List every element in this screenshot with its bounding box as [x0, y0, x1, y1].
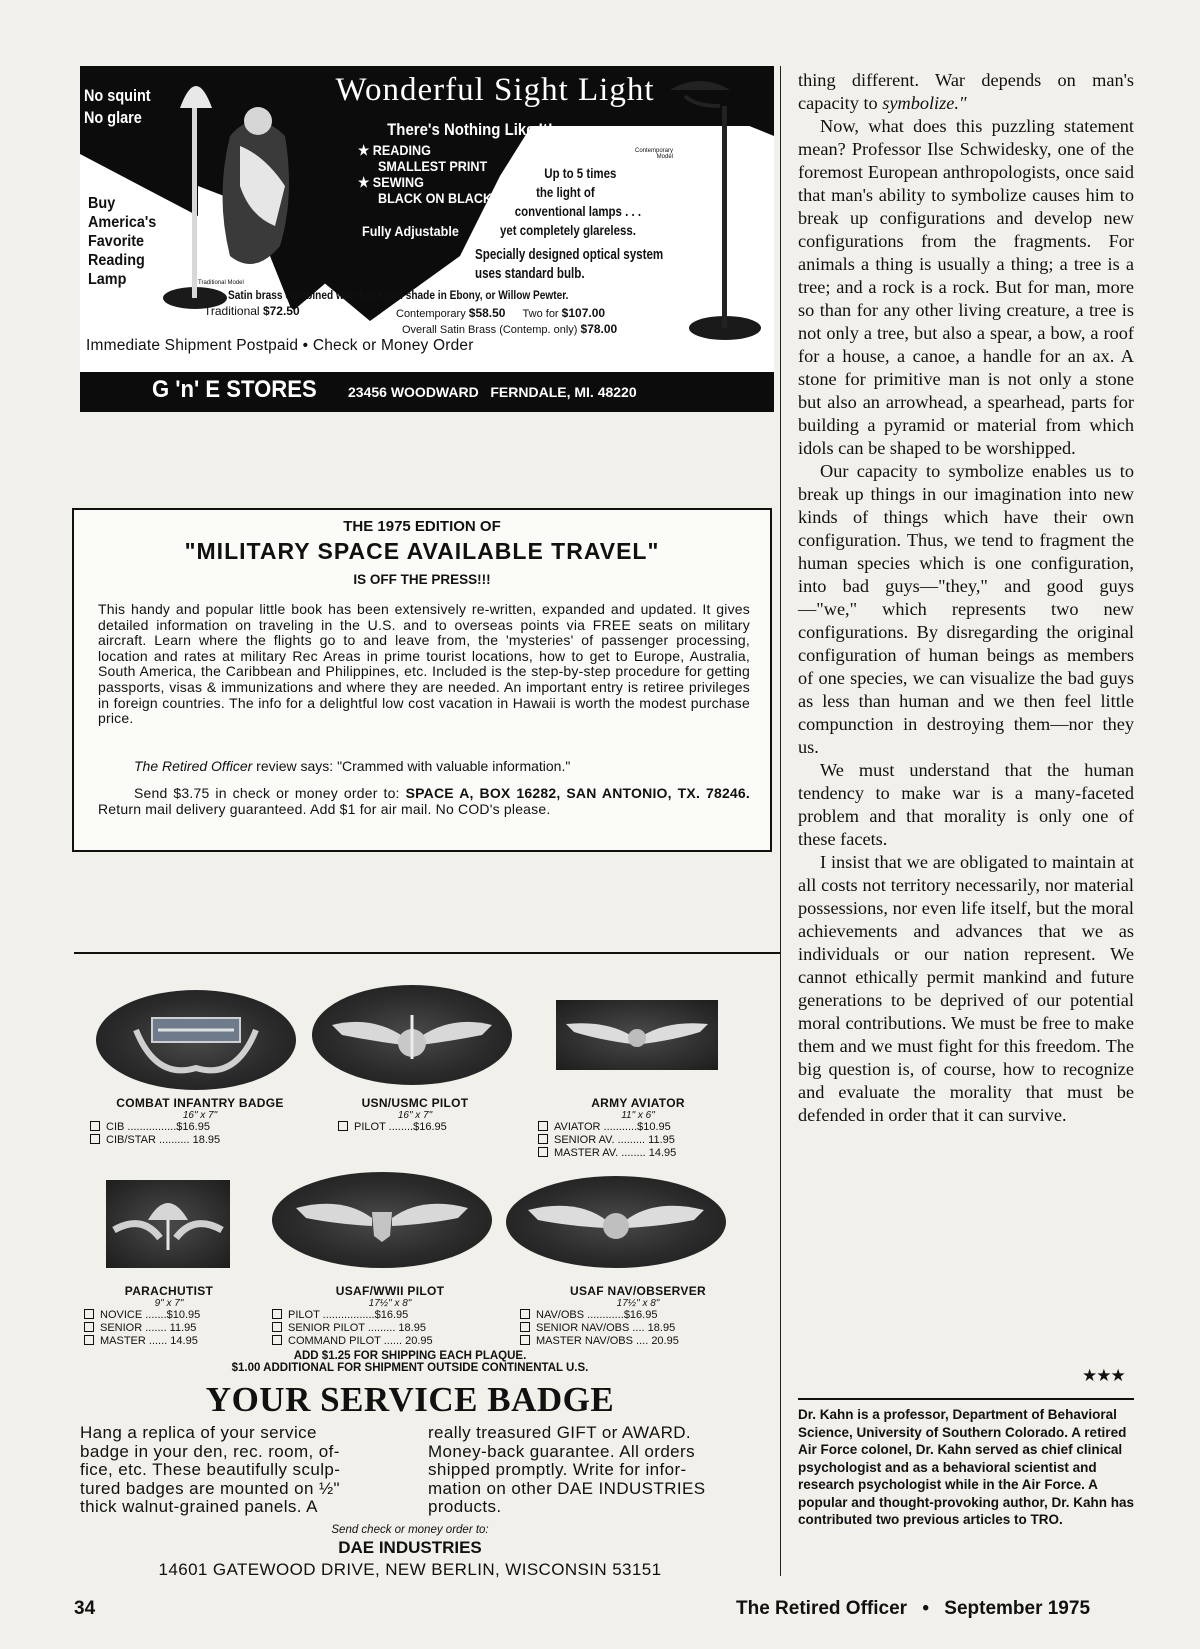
price-label: Contemporary	[396, 308, 466, 320]
checkbox[interactable]	[520, 1322, 530, 1332]
army-aviator-badge-image	[556, 1000, 718, 1070]
badge-size: 9" x 7"	[154, 1298, 184, 1309]
body-line: tured badges are mounted on ½"	[80, 1478, 340, 1498]
order-pre: Send $3.75 in check or money order to:	[134, 785, 406, 801]
checkbox[interactable]	[84, 1335, 94, 1345]
feature-item: SMALLEST PRINT	[378, 158, 488, 174]
finish-description: Satin brass combined with base and shade in Ebony, or Willow Pewter.	[228, 290, 569, 302]
price-label: Overall Satin Brass (Contemp. only)	[402, 324, 578, 336]
checkbox[interactable]	[520, 1335, 530, 1345]
publication-name: The Retired Officer	[736, 1598, 908, 1619]
article-emphasis: symbolize."	[882, 93, 967, 113]
badge-name: USAF NAV/OBSERVER	[569, 1284, 706, 1298]
option-label: CIB/STAR .......... 18.95	[106, 1134, 221, 1146]
checkbox[interactable]	[90, 1134, 100, 1144]
travel-book-advertisement	[72, 508, 772, 852]
parachute-wings-icon	[106, 1180, 230, 1268]
option-label: SENIOR PILOT ......... 18.95	[288, 1322, 426, 1334]
issue-date: September 1975	[944, 1598, 1091, 1619]
feature-item: ★ SEWING	[358, 174, 424, 190]
badge-ad-rule	[74, 952, 781, 954]
badge-option[interactable]	[84, 1309, 254, 1322]
article-text-run: I insist that we are obligated to maintain at all costs not territory necessarily, nor material possessions, nor even life itself, but the moral achievements and advances that we as individuals or our nation represent. We cannot ethically permit mankind and future generations to be deprived of our potential moral contributions. We must be free to make them and we must fight for this freedom. The big question is, of course, how to recognize and evaluate the morality that must be defended in order that it can survive.	[798, 852, 1134, 1125]
body-line: shipped promptly. Write for infor-	[428, 1460, 687, 1479]
optical-line: uses standard bulb.	[475, 266, 585, 282]
badge-option[interactable]	[272, 1335, 508, 1348]
navigator-wings-icon	[506, 1176, 726, 1268]
article-paragraph: Now, what does this puzzling statement mean? Professor Ilse Schwidesky, one of the foremost European anthropologists, once said that man's ability to symbolize causes him to break up configurations and develop new configurations from the fragments. For animals a thing is usually a thing; a tree is a tree; and a rock is a rock. But for man, more so than for any other living creature, a tree is not only a tree, but also a spear, a bow, a roof for a house, a canoe, a handle for an ax. A stone for primitive man is not only a stone but also an arrowhead, a spearhead, parts for building a pyramid or material from which idols can be shaped to be worshipped.	[798, 116, 1134, 458]
badge-option[interactable]	[272, 1322, 508, 1335]
service-badge-headline: YOUR SERVICE BADGE	[205, 1380, 615, 1419]
usaf-wwii-pilot-badge-image	[272, 1172, 492, 1268]
badge-name: ARMY AVIATOR	[591, 1096, 685, 1110]
badge-option[interactable]	[538, 1147, 738, 1160]
contemporary-model-caption: Contemporary Model	[634, 148, 673, 160]
option-label: MASTER AV. ........ 14.95	[554, 1147, 677, 1159]
army-wings-icon	[556, 1000, 718, 1070]
no-glare-text: No glare	[84, 108, 142, 127]
article-paragraph: We must understand that the human tendency to make war is a many-faceted problem and that morality is only one of these facets.	[798, 760, 1134, 849]
badge-name: COMBAT INFANTRY BADGE	[116, 1096, 284, 1110]
badge-caption	[84, 1284, 254, 1348]
price-value: $107.00	[561, 306, 606, 320]
send-to-line: Send check or money order to:	[331, 1524, 489, 1536]
checkbox[interactable]	[90, 1121, 100, 1131]
buy-line: America's	[88, 214, 157, 231]
option-label: MASTER ...... 14.95	[100, 1335, 198, 1347]
page-number: 34	[74, 1598, 96, 1619]
order-post: Return mail delivery guaranteed. Add $1 for air mail. No COD's please.	[98, 800, 551, 817]
option-label: COMMAND PILOT ...... 20.95	[288, 1335, 433, 1347]
buy-lamp-block	[88, 194, 156, 289]
company-address: 14601 GATEWOOD DRIVE, NEW BERLIN, WISCONSIN 53151	[158, 1560, 662, 1579]
badge-caption	[90, 1096, 310, 1147]
claim-line: yet completely glareless.	[500, 222, 636, 238]
checkbox[interactable]	[84, 1309, 94, 1319]
author-bio: Dr. Kahn is a professor, Department of Behavioral Science, University of Southern Colorado. A retired Air Force colonel, Dr. Kahn served as chief clinical psychologist and as a behavioral scientist and research psychologist while in the Air Force. A popular and thought-provoking author, Dr. Kahn has contributed two previous articles to TRO.	[798, 1407, 1134, 1527]
feature-list	[358, 142, 505, 206]
option-label: SENIOR AV. ......... 11.95	[554, 1134, 675, 1146]
badge-caption	[272, 1284, 508, 1348]
contemporary-price	[396, 306, 605, 320]
checkbox[interactable]	[538, 1147, 548, 1157]
shipping-note: ADD $1.25 FOR SHIPPING EACH PLAQUE.	[293, 1350, 527, 1362]
store-address: 23456 WOODWARD FERNDALE, MI. 48220	[348, 384, 637, 400]
article-paragraph: Our capacity to symbolize enables us to break up things in our imagination into new kinds of things which have their own configuration. Thus, we tend to fragment the human species which is one configuration, into bad guys—"they," and good guys—"we," which represents two new configurations. By disregarding the original configuration of human beings as members of one species, we can visualize the bad guys as less than human and we then feel little compunction in destroying them—nor they us.	[798, 461, 1134, 757]
claim-line: conventional lamps . . .	[514, 203, 642, 219]
review-text: review says: "Crammed with valuable information."	[252, 758, 571, 774]
badge-option[interactable]	[84, 1322, 254, 1335]
checkbox[interactable]	[520, 1309, 530, 1319]
body-line: fice, etc. These beautifully sculp-	[80, 1460, 341, 1479]
price-value: $58.50	[468, 306, 506, 320]
end-mark: ★★★	[1082, 1366, 1125, 1385]
badge-option[interactable]	[538, 1134, 738, 1147]
price-label: Two for	[522, 308, 559, 320]
badge-option[interactable]	[90, 1121, 310, 1134]
price-label: Traditional	[204, 304, 260, 318]
rifle-wreath-icon	[96, 990, 296, 1090]
badge-option[interactable]	[84, 1335, 254, 1348]
body-line: badge in your den, rec. room, of-	[80, 1441, 340, 1461]
optical-system-text	[475, 246, 663, 284]
buy-line: Reading	[88, 252, 145, 269]
book-title: "MILITARY SPACE AVAILABLE TRAVEL"	[184, 538, 660, 564]
review-quote	[134, 758, 570, 774]
article-text	[798, 69, 1134, 1127]
badge-size: 16" x 7"	[182, 1110, 218, 1121]
review-source: The Retired Officer	[134, 758, 253, 774]
running-footer	[736, 1598, 1090, 1620]
combat-infantry-badge-image	[96, 990, 296, 1090]
traditional-price	[204, 304, 300, 318]
article-paragraph	[798, 851, 1134, 1127]
badge-ad-body-left	[80, 1424, 400, 1517]
badge-ad-body-right	[428, 1424, 748, 1517]
option-label: AVIATOR ...........$10.95	[554, 1121, 671, 1133]
optical-line: Specially designed optical system	[475, 247, 664, 263]
option-label: MASTER NAV/OBS .... 20.95	[536, 1335, 679, 1347]
body-line: really treasured GIFT or AWARD.	[428, 1423, 692, 1442]
option-label: SENIOR ....... 11.95	[100, 1322, 197, 1334]
buy-line: Lamp	[88, 271, 127, 288]
store-banner	[80, 372, 774, 412]
badge-option[interactable]	[320, 1121, 510, 1134]
option-label: SENIOR NAV/OBS .... 18.95	[536, 1322, 676, 1334]
badge-name: USAF/WWII PILOT	[335, 1284, 445, 1298]
feature-item: ★ READING	[358, 142, 431, 158]
body-line: Hang a replica of your service	[80, 1423, 317, 1442]
satin-brass-price	[402, 322, 617, 336]
checkbox[interactable]	[538, 1134, 548, 1144]
column-rule	[780, 66, 781, 1576]
option-label: CIB ................$16.95	[106, 1121, 210, 1133]
badge-option[interactable]	[520, 1309, 756, 1322]
badge-size: 17½" x 8"	[616, 1298, 660, 1309]
badge-name: USN/USMC PILOT	[361, 1096, 469, 1110]
claim-line: Up to 5 times	[544, 165, 617, 181]
checkbox[interactable]	[272, 1335, 282, 1345]
body-line: Money-back guarantee. All orders	[428, 1441, 695, 1461]
article-paragraph	[798, 69, 1134, 115]
press-line: IS OFF THE PRESS!!!	[353, 572, 491, 587]
lamp-title: Wonderful Sight Light	[335, 72, 655, 108]
option-label: NAV/OBS ............$16.95	[536, 1309, 658, 1321]
naval-wings-icon	[312, 985, 512, 1085]
badge-option[interactable]	[272, 1309, 508, 1322]
option-label: NOVICE .......$10.95	[100, 1309, 201, 1321]
buy-line: Favorite	[88, 233, 145, 250]
shipping-note: $1.00 ADDITIONAL FOR SHIPMENT OUTSIDE CONTINENTAL U.S.	[231, 1362, 589, 1374]
body-line: products.	[428, 1497, 502, 1516]
option-label: PILOT .................$16.95	[288, 1309, 409, 1321]
company-name: DAE INDUSTRIES	[338, 1538, 482, 1557]
feature-item: BLACK ON BLACK	[378, 190, 493, 206]
badge-caption	[538, 1096, 738, 1160]
body-line: thick walnut-grained panels. A	[80, 1497, 318, 1516]
checkbox[interactable]	[538, 1121, 548, 1131]
fully-adjustable-text: Fully Adjustable	[362, 223, 459, 239]
option-label: PILOT ........$16.95	[354, 1121, 447, 1133]
badge-name: PARACHUTIST	[124, 1284, 214, 1298]
badge-caption	[320, 1096, 510, 1134]
order-instructions	[98, 786, 750, 817]
edition-line: THE 1975 EDITION OF	[343, 518, 501, 535]
checkbox[interactable]	[272, 1322, 282, 1332]
book-description: This handy and popular little book has been extensively re-written, expanded and updated. It gives detailed information on traveling in the U.S. and to overseas points via FREE seats on military aircraft. Learn where the flights go to and leave from, the 'mysteries' of passenger processing, location and rates at military Rec Areas in prime tourist locations, how to get to Europe, Australia, South America, the Caribbean and Philippines, etc. Included is the step-by-step procedure for getting passports, visas & immunizations and where they are needed. An important entry is retiree privileges in foreign countries. The info for a delightful low cost vacation in Hawaii is worth the modest purchase price.	[98, 601, 750, 727]
order-address: SPACE A, BOX 16282, SAN ANTONIO, TX. 78246.	[405, 785, 750, 801]
checkbox[interactable]	[338, 1121, 348, 1131]
air-force-wings-icon	[272, 1172, 492, 1268]
price-value: $72.50	[262, 304, 300, 318]
badge-size: 17½" x 8"	[368, 1298, 412, 1309]
buy-line: Buy	[88, 195, 116, 212]
badge-option[interactable]	[520, 1335, 756, 1348]
badge-size: 11" x 6"	[621, 1110, 655, 1121]
store-name: G 'n' E STORES	[152, 376, 317, 403]
light-claim	[500, 164, 641, 240]
traditional-model-caption: Traditional Model	[198, 280, 244, 286]
badge-option[interactable]	[520, 1322, 756, 1335]
no-squint-text: No squint	[84, 86, 151, 105]
checkbox[interactable]	[84, 1322, 94, 1332]
badge-option[interactable]	[538, 1121, 738, 1134]
footer-bullet: •	[922, 1598, 929, 1619]
lamp-advertisement	[80, 66, 774, 412]
bio-rule	[798, 1398, 1134, 1400]
usaf-navigator-badge-image	[506, 1176, 726, 1268]
parachutist-badge-image	[106, 1180, 230, 1268]
shipping-line: Immediate Shipment Postpaid • Check or Money Order	[86, 337, 474, 354]
article-text-run: thing different. War depends on man's capacity to	[798, 70, 1134, 113]
checkbox[interactable]	[272, 1309, 282, 1319]
price-value: $78.00	[580, 322, 618, 336]
claim-line: the light of	[536, 184, 595, 200]
shipping-notes	[80, 1350, 740, 1374]
badge-size: 16" x 7"	[397, 1110, 433, 1121]
lamp-subtitle: There's Nothing Like It!	[387, 120, 553, 139]
body-line: mation on other DAE INDUSTRIES	[428, 1478, 706, 1498]
usn-pilot-badge-image	[312, 985, 512, 1085]
badge-caption	[520, 1284, 756, 1348]
badge-option[interactable]	[90, 1134, 310, 1147]
